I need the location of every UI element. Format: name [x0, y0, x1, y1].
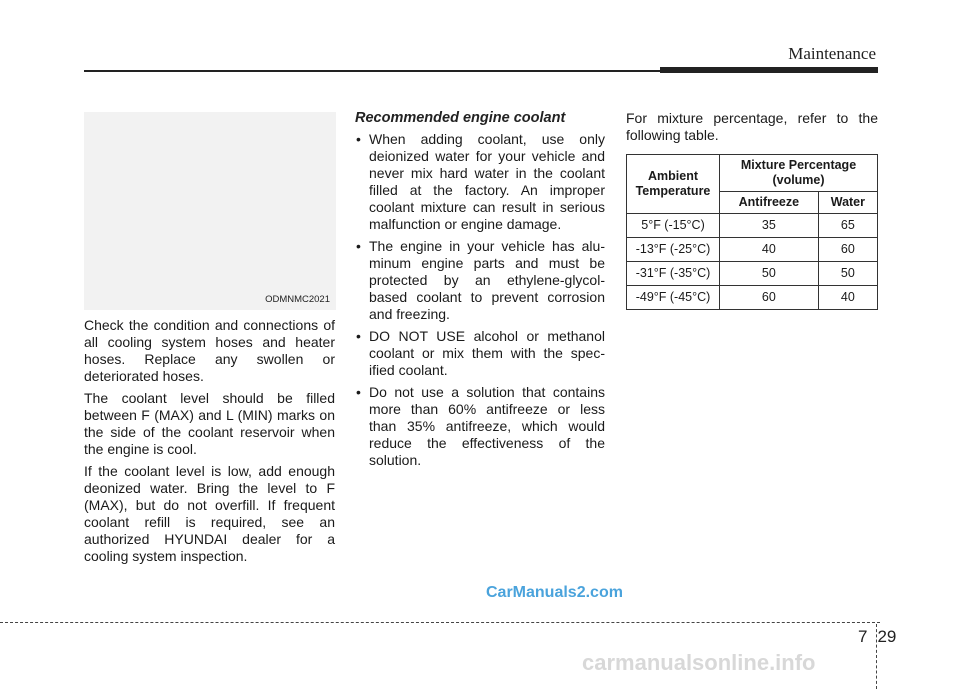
table-cell-antifreeze: 50	[720, 262, 819, 286]
table-cell-temp: -13°F (-25°C)	[627, 238, 720, 262]
table-row	[627, 214, 878, 238]
list-item: • DO NOT USE alcohol or methanol coolant or mix them with the spec-ified coolant.	[355, 328, 605, 379]
section-heading: Recommended engine coolant	[355, 110, 566, 126]
paragraph: Check the condition and connections of all cooling system hoses and heater hoses. Replace any swollen or deteriorated hoses.	[84, 317, 335, 384]
table-intro: For mixture percentage, refer to the following table.	[626, 110, 878, 143]
coolant-reservoir-figure	[84, 112, 336, 310]
table-row	[627, 262, 878, 286]
watermark-link[interactable]: CarManuals2.com	[486, 584, 623, 601]
table-cell-temp: -31°F (-35°C)	[627, 262, 720, 286]
middle-column	[355, 110, 605, 474]
table-cell-temp: -49°F (-45°C)	[627, 286, 720, 310]
bullet-list	[355, 131, 605, 469]
paragraph: The coolant level should be filled between F (MAX) and L (MIN) marks on the side of the coolant reservoir when the engine is cool.	[84, 390, 335, 457]
table-cell-water: 60	[818, 238, 877, 262]
table-cell-antifreeze: 60	[720, 286, 819, 310]
page-number-value: 29	[877, 627, 897, 646]
page-number	[858, 627, 896, 647]
left-column	[84, 317, 335, 570]
paragraph: If the coolant level is low, add enough deonized water. Bring the level to F (MAX), but do not overfill. If frequent coolant refill is required, see an authorized HYUNDAI dealer for a cooling system inspection.	[84, 463, 335, 564]
page-number-separator	[876, 624, 877, 689]
figure-code: ODMNMC2021	[265, 294, 330, 305]
table-header-ambient: Ambient Temperature	[627, 155, 720, 214]
header-rule-thick	[660, 67, 878, 73]
table-cell-water: 40	[818, 286, 877, 310]
table-cell-antifreeze: 35	[720, 214, 819, 238]
header-rule	[84, 70, 660, 72]
table-cell-water: 50	[818, 262, 877, 286]
footer-rule	[0, 622, 880, 623]
table-cell-temp: 5°F (-15°C)	[627, 214, 720, 238]
list-item: • The engine in your vehicle has alu-minum engine parts and must be protected by an ethylene-glycol-based coolant to prevent corrosion and freezing.	[355, 238, 605, 323]
chapter-number: 7	[858, 627, 868, 646]
table-header-mixture: Mixture Percentage (volume)	[720, 155, 878, 192]
list-item: • When adding coolant, use only deionized water for your vehicle and never mix hard water in the coolant filled at the factory. An improper coolant mixture can result in serious malfunction or engine damage.	[355, 131, 605, 233]
table-row	[627, 238, 878, 262]
mixture-table	[626, 154, 878, 310]
list-item: • Do not use a solution that contains more than 60% antifreeze or less than 35% antifreeze, which would reduce the effectiveness of the solution.	[355, 384, 605, 469]
table-row	[627, 286, 878, 310]
section-title: Maintenance	[788, 44, 876, 63]
table-header-water: Water	[818, 192, 877, 214]
table-cell-water: 65	[818, 214, 877, 238]
table-cell-antifreeze: 40	[720, 238, 819, 262]
table-header-antifreeze: Antifreeze	[720, 192, 819, 214]
site-footer-text: carmanualsonline.info	[582, 650, 816, 675]
right-column	[626, 110, 878, 310]
